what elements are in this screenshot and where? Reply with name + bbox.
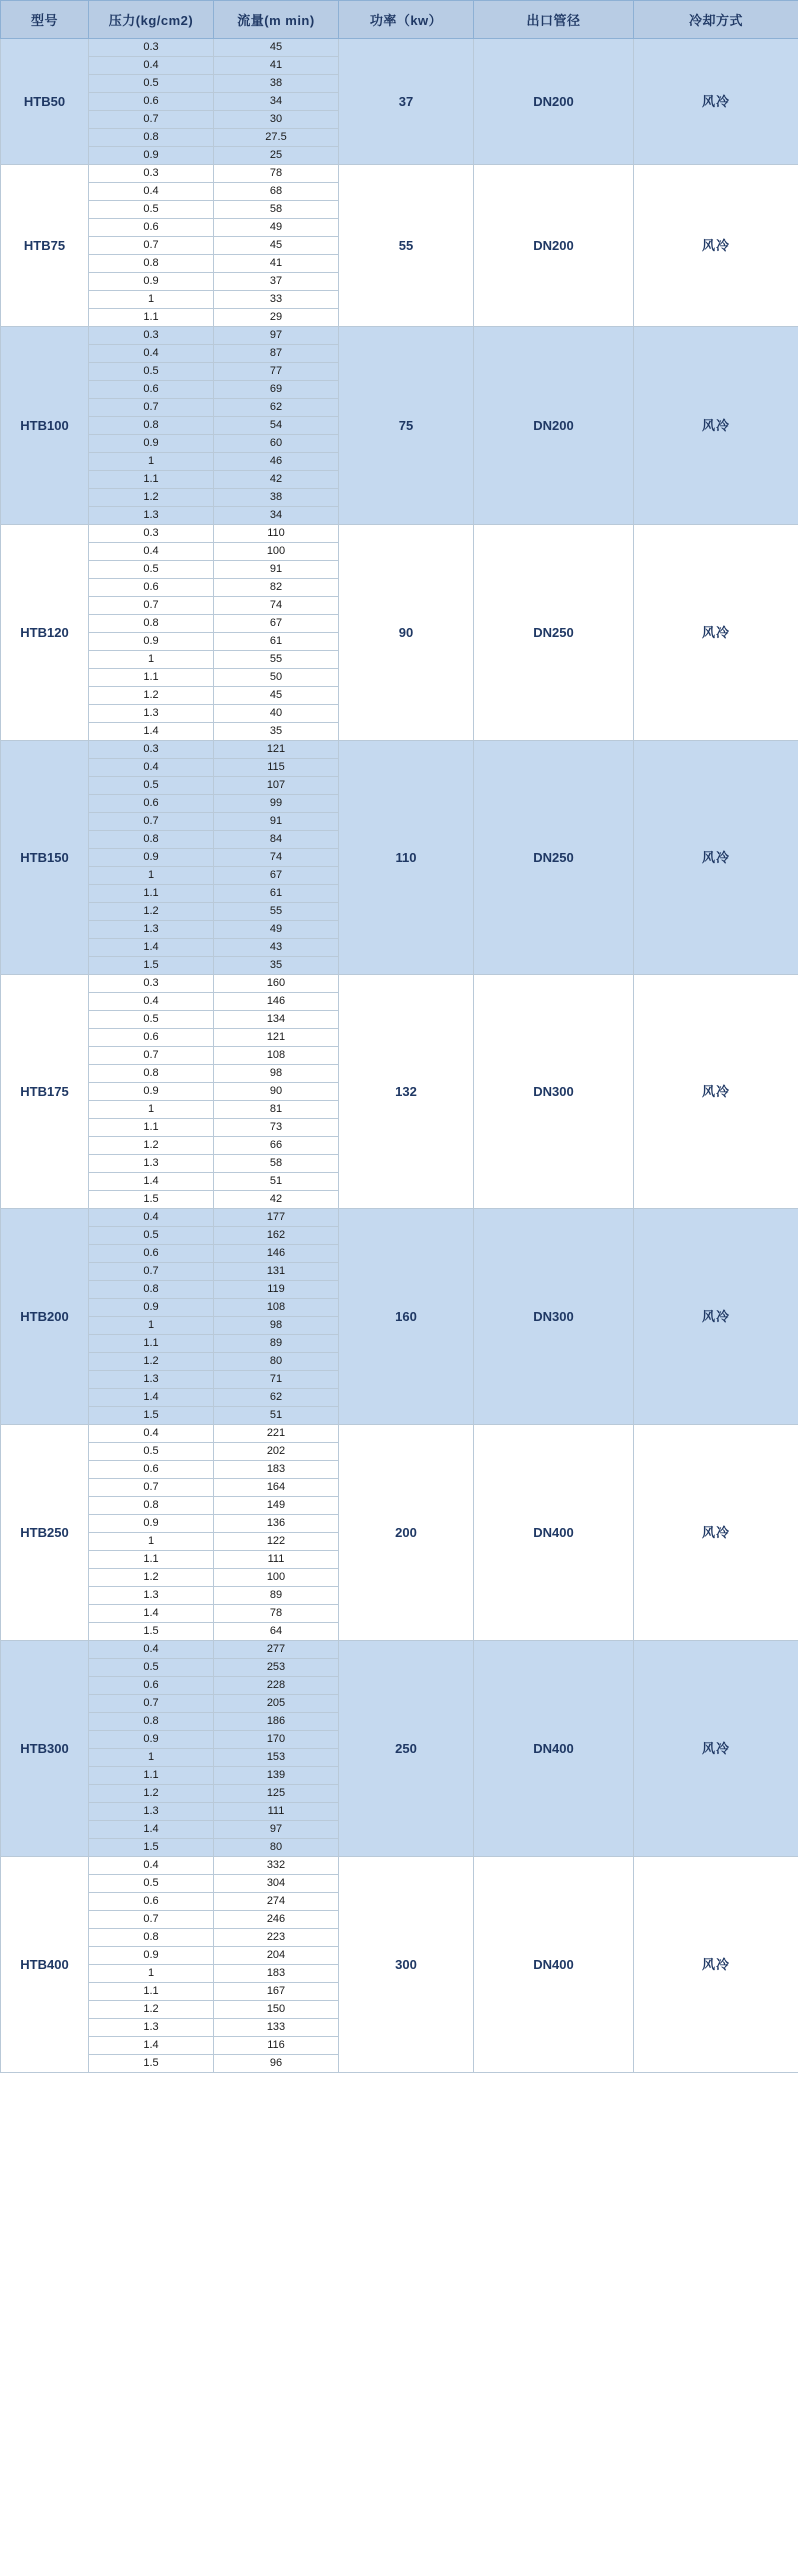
cell-flow: 89	[214, 1587, 339, 1605]
cell-pressure: 0.9	[89, 1083, 214, 1101]
cell-pressure: 1	[89, 1749, 214, 1767]
cell-pressure: 0.7	[89, 1263, 214, 1281]
cell-pressure: 0.8	[89, 417, 214, 435]
cell-flow: 29	[214, 309, 339, 327]
cell-power: 55	[339, 165, 474, 327]
cell-flow: 277	[214, 1641, 339, 1659]
cell-flow: 51	[214, 1173, 339, 1191]
table-body	[1, 39, 798, 2073]
cell-pressure: 0.8	[89, 129, 214, 147]
cell-model: HTB50	[1, 39, 89, 165]
cell-flow: 246	[214, 1911, 339, 1929]
table-row	[1, 39, 798, 57]
cell-outlet-diameter: DN400	[474, 1641, 634, 1857]
cell-pressure: 0.4	[89, 759, 214, 777]
cell-pressure: 0.4	[89, 1425, 214, 1443]
cell-flow: 177	[214, 1209, 339, 1227]
cell-flow: 67	[214, 867, 339, 885]
cell-flow: 78	[214, 1605, 339, 1623]
cell-flow: 139	[214, 1767, 339, 1785]
cell-flow: 205	[214, 1695, 339, 1713]
cell-flow: 87	[214, 345, 339, 363]
cell-flow: 69	[214, 381, 339, 399]
cell-flow: 34	[214, 507, 339, 525]
cell-flow: 183	[214, 1965, 339, 1983]
cell-model: HTB120	[1, 525, 89, 741]
cell-pressure: 1	[89, 867, 214, 885]
cell-pressure: 0.8	[89, 1065, 214, 1083]
cell-flow: 99	[214, 795, 339, 813]
cell-pressure: 0.4	[89, 1641, 214, 1659]
cell-pressure: 0.5	[89, 777, 214, 795]
cell-power: 160	[339, 1209, 474, 1425]
cell-flow: 119	[214, 1281, 339, 1299]
cell-pressure: 0.8	[89, 255, 214, 273]
cell-cooling-method: 风冷	[634, 1209, 798, 1425]
cell-flow: 167	[214, 1983, 339, 2001]
cell-power: 250	[339, 1641, 474, 1857]
cell-pressure: 1.2	[89, 1137, 214, 1155]
cell-flow: 74	[214, 849, 339, 867]
cell-outlet-diameter: DN250	[474, 525, 634, 741]
cell-flow: 43	[214, 939, 339, 957]
cell-flow: 55	[214, 651, 339, 669]
cell-pressure: 0.9	[89, 1299, 214, 1317]
cell-flow: 98	[214, 1317, 339, 1335]
cell-flow: 164	[214, 1479, 339, 1497]
cell-flow: 46	[214, 453, 339, 471]
cell-flow: 274	[214, 1893, 339, 1911]
cell-pressure: 0.8	[89, 1713, 214, 1731]
cell-pressure: 1	[89, 1317, 214, 1335]
cell-model: HTB175	[1, 975, 89, 1209]
table-row	[1, 741, 798, 759]
cell-flow: 111	[214, 1803, 339, 1821]
cell-pressure: 0.5	[89, 561, 214, 579]
cell-flow: 98	[214, 1065, 339, 1083]
cell-pressure: 0.6	[89, 93, 214, 111]
cell-power: 200	[339, 1425, 474, 1641]
cell-pressure: 1.1	[89, 885, 214, 903]
cell-cooling-method: 风冷	[634, 1857, 798, 2073]
cell-flow: 84	[214, 831, 339, 849]
cell-pressure: 1.2	[89, 2001, 214, 2019]
cell-pressure: 0.3	[89, 327, 214, 345]
cell-flow: 115	[214, 759, 339, 777]
cell-flow: 80	[214, 1353, 339, 1371]
cell-flow: 97	[214, 327, 339, 345]
cell-flow: 64	[214, 1623, 339, 1641]
cell-flow: 91	[214, 813, 339, 831]
cell-flow: 71	[214, 1371, 339, 1389]
cell-pressure: 1.5	[89, 1839, 214, 1857]
cell-pressure: 1.4	[89, 939, 214, 957]
cell-flow: 74	[214, 597, 339, 615]
header-row	[1, 1, 798, 39]
cell-flow: 61	[214, 633, 339, 651]
table-row	[1, 1425, 798, 1443]
cell-pressure: 1.1	[89, 1551, 214, 1569]
cell-pressure: 1.5	[89, 2055, 214, 2073]
cell-pressure: 1.3	[89, 1803, 214, 1821]
cell-pressure: 0.7	[89, 1911, 214, 1929]
cell-pressure: 1.5	[89, 1623, 214, 1641]
cell-flow: 183	[214, 1461, 339, 1479]
cell-flow: 55	[214, 903, 339, 921]
cell-flow: 49	[214, 921, 339, 939]
cell-model: HTB150	[1, 741, 89, 975]
cell-flow: 68	[214, 183, 339, 201]
cell-flow: 146	[214, 993, 339, 1011]
cell-flow: 38	[214, 489, 339, 507]
cell-model: HTB400	[1, 1857, 89, 2073]
cell-pressure: 1.1	[89, 1119, 214, 1137]
cell-flow: 30	[214, 111, 339, 129]
cell-pressure: 0.5	[89, 1659, 214, 1677]
cell-power: 132	[339, 975, 474, 1209]
cell-pressure: 0.6	[89, 219, 214, 237]
cell-flow: 150	[214, 2001, 339, 2019]
cell-flow: 162	[214, 1227, 339, 1245]
table-row	[1, 1857, 798, 1875]
cell-pressure: 1.5	[89, 957, 214, 975]
cell-pressure: 1.2	[89, 1353, 214, 1371]
cell-pressure: 1.1	[89, 309, 214, 327]
cell-flow: 81	[214, 1101, 339, 1119]
cell-pressure: 0.9	[89, 633, 214, 651]
cell-cooling-method: 风冷	[634, 327, 798, 525]
cell-pressure: 1.2	[89, 687, 214, 705]
cell-pressure: 0.9	[89, 849, 214, 867]
cell-flow: 33	[214, 291, 339, 309]
cell-cooling-method: 风冷	[634, 525, 798, 741]
cell-cooling-method: 风冷	[634, 1425, 798, 1641]
cell-pressure: 1.1	[89, 669, 214, 687]
cell-pressure: 0.9	[89, 1515, 214, 1533]
cell-flow: 89	[214, 1335, 339, 1353]
cell-flow: 221	[214, 1425, 339, 1443]
cell-outlet-diameter: DN300	[474, 1209, 634, 1425]
cell-flow: 38	[214, 75, 339, 93]
table-header	[1, 1, 798, 39]
cell-flow: 111	[214, 1551, 339, 1569]
cell-pressure: 1.3	[89, 2019, 214, 2037]
cell-flow: 136	[214, 1515, 339, 1533]
cell-flow: 77	[214, 363, 339, 381]
cell-flow: 332	[214, 1857, 339, 1875]
cell-pressure: 1.4	[89, 1605, 214, 1623]
cell-pressure: 1.2	[89, 903, 214, 921]
cell-flow: 96	[214, 2055, 339, 2073]
cell-pressure: 1.5	[89, 1191, 214, 1209]
cell-pressure: 0.5	[89, 75, 214, 93]
cell-pressure: 1	[89, 651, 214, 669]
cell-pressure: 0.9	[89, 1947, 214, 1965]
cell-flow: 90	[214, 1083, 339, 1101]
cell-pressure: 0.3	[89, 165, 214, 183]
table-row	[1, 525, 798, 543]
cell-flow: 80	[214, 1839, 339, 1857]
cell-pressure: 0.4	[89, 543, 214, 561]
cell-flow: 160	[214, 975, 339, 993]
cell-flow: 100	[214, 1569, 339, 1587]
cell-flow: 149	[214, 1497, 339, 1515]
cell-pressure: 0.4	[89, 1857, 214, 1875]
cell-pressure: 0.9	[89, 1731, 214, 1749]
cell-flow: 134	[214, 1011, 339, 1029]
cell-pressure: 0.6	[89, 1245, 214, 1263]
cell-pressure: 0.6	[89, 795, 214, 813]
cell-flow: 62	[214, 399, 339, 417]
cell-pressure: 0.6	[89, 579, 214, 597]
cell-pressure: 0.7	[89, 813, 214, 831]
cell-pressure: 0.5	[89, 1227, 214, 1245]
cell-flow: 108	[214, 1047, 339, 1065]
cell-flow: 121	[214, 1029, 339, 1047]
cell-flow: 45	[214, 687, 339, 705]
cell-pressure: 1	[89, 1533, 214, 1551]
cell-pressure: 0.9	[89, 435, 214, 453]
table-row	[1, 1641, 798, 1659]
cell-pressure: 0.4	[89, 345, 214, 363]
cell-cooling-method: 风冷	[634, 39, 798, 165]
cell-flow: 97	[214, 1821, 339, 1839]
cell-pressure: 0.5	[89, 1011, 214, 1029]
cell-power: 37	[339, 39, 474, 165]
cell-power: 300	[339, 1857, 474, 2073]
cell-flow: 58	[214, 1155, 339, 1173]
cell-flow: 40	[214, 705, 339, 723]
cell-flow: 131	[214, 1263, 339, 1281]
table-row	[1, 975, 798, 993]
cell-pressure: 0.3	[89, 39, 214, 57]
cell-power: 110	[339, 741, 474, 975]
cell-flow: 91	[214, 561, 339, 579]
cell-pressure: 1	[89, 1101, 214, 1119]
cell-cooling-method: 风冷	[634, 975, 798, 1209]
cell-flow: 110	[214, 525, 339, 543]
cell-pressure: 1.4	[89, 1821, 214, 1839]
cell-pressure: 0.7	[89, 597, 214, 615]
cell-pressure: 1	[89, 453, 214, 471]
cell-pressure: 0.7	[89, 111, 214, 129]
cell-pressure: 0.8	[89, 615, 214, 633]
cell-pressure: 1.2	[89, 489, 214, 507]
cell-pressure: 0.4	[89, 57, 214, 75]
cell-pressure: 0.7	[89, 1479, 214, 1497]
cell-pressure: 1.4	[89, 2037, 214, 2055]
cell-flow: 41	[214, 255, 339, 273]
cell-flow: 27.5	[214, 129, 339, 147]
cell-flow: 153	[214, 1749, 339, 1767]
cell-pressure: 0.9	[89, 273, 214, 291]
cell-flow: 107	[214, 777, 339, 795]
cell-pressure: 0.5	[89, 363, 214, 381]
cell-flow: 202	[214, 1443, 339, 1461]
cell-flow: 25	[214, 147, 339, 165]
cell-pressure: 0.6	[89, 1461, 214, 1479]
cell-pressure: 0.6	[89, 1677, 214, 1695]
cell-flow: 35	[214, 957, 339, 975]
cell-pressure: 1	[89, 1965, 214, 1983]
cell-flow: 67	[214, 615, 339, 633]
cell-pressure: 1.4	[89, 1389, 214, 1407]
cell-flow: 62	[214, 1389, 339, 1407]
cell-flow: 42	[214, 1191, 339, 1209]
cell-flow: 60	[214, 435, 339, 453]
cell-cooling-method: 风冷	[634, 741, 798, 975]
cell-pressure: 1.3	[89, 921, 214, 939]
header-power: 功率（kw）	[339, 1, 474, 39]
cell-model: HTB100	[1, 327, 89, 525]
header-outlet-diameter: 出口管径	[474, 1, 634, 39]
cell-pressure: 0.4	[89, 183, 214, 201]
cell-flow: 121	[214, 741, 339, 759]
cell-outlet-diameter: DN400	[474, 1425, 634, 1641]
cell-flow: 146	[214, 1245, 339, 1263]
cell-pressure: 0.4	[89, 1209, 214, 1227]
cell-pressure: 1.1	[89, 1335, 214, 1353]
cell-model: HTB75	[1, 165, 89, 327]
cell-pressure: 0.3	[89, 525, 214, 543]
table-row	[1, 327, 798, 345]
cell-cooling-method: 风冷	[634, 165, 798, 327]
cell-model: HTB250	[1, 1425, 89, 1641]
cell-flow: 54	[214, 417, 339, 435]
cell-flow: 100	[214, 543, 339, 561]
cell-flow: 78	[214, 165, 339, 183]
cell-flow: 73	[214, 1119, 339, 1137]
cell-flow: 204	[214, 1947, 339, 1965]
cell-flow: 82	[214, 579, 339, 597]
cell-flow: 66	[214, 1137, 339, 1155]
cell-flow: 61	[214, 885, 339, 903]
cell-pressure: 1.3	[89, 1371, 214, 1389]
cell-pressure: 1.3	[89, 1587, 214, 1605]
cell-pressure: 1.3	[89, 1155, 214, 1173]
cell-flow: 45	[214, 237, 339, 255]
cell-outlet-diameter: DN200	[474, 39, 634, 165]
cell-cooling-method: 风冷	[634, 1641, 798, 1857]
header-model: 型号	[1, 1, 89, 39]
table-row	[1, 1209, 798, 1227]
cell-pressure: 0.7	[89, 1695, 214, 1713]
cell-pressure: 0.6	[89, 1893, 214, 1911]
cell-flow: 122	[214, 1533, 339, 1551]
cell-flow: 116	[214, 2037, 339, 2055]
cell-flow: 49	[214, 219, 339, 237]
cell-flow: 58	[214, 201, 339, 219]
cell-pressure: 1.1	[89, 1767, 214, 1785]
cell-pressure: 1.2	[89, 1785, 214, 1803]
cell-pressure: 0.7	[89, 1047, 214, 1065]
cell-flow: 42	[214, 471, 339, 489]
cell-flow: 170	[214, 1731, 339, 1749]
cell-flow: 186	[214, 1713, 339, 1731]
cell-pressure: 1.1	[89, 471, 214, 489]
cell-pressure: 0.7	[89, 399, 214, 417]
cell-pressure: 1.5	[89, 1407, 214, 1425]
table-row	[1, 165, 798, 183]
cell-pressure: 0.8	[89, 1929, 214, 1947]
cell-flow: 45	[214, 39, 339, 57]
cell-pressure: 0.5	[89, 1443, 214, 1461]
header-pressure: 压力(kg/cm2)	[89, 1, 214, 39]
header-flow: 流量(m min)	[214, 1, 339, 39]
cell-flow: 51	[214, 1407, 339, 1425]
cell-flow: 133	[214, 2019, 339, 2037]
cell-outlet-diameter: DN250	[474, 741, 634, 975]
cell-pressure: 1	[89, 291, 214, 309]
cell-pressure: 0.5	[89, 201, 214, 219]
cell-pressure: 0.5	[89, 1875, 214, 1893]
cell-flow: 41	[214, 57, 339, 75]
cell-flow: 228	[214, 1677, 339, 1695]
cell-outlet-diameter: DN300	[474, 975, 634, 1209]
cell-pressure: 0.8	[89, 831, 214, 849]
cell-pressure: 0.8	[89, 1281, 214, 1299]
cell-power: 75	[339, 327, 474, 525]
cell-pressure: 0.8	[89, 1497, 214, 1515]
cell-pressure: 0.6	[89, 1029, 214, 1047]
cell-flow: 223	[214, 1929, 339, 1947]
cell-flow: 253	[214, 1659, 339, 1677]
cell-outlet-diameter: DN200	[474, 327, 634, 525]
cell-pressure: 0.7	[89, 237, 214, 255]
cell-flow: 50	[214, 669, 339, 687]
cell-power: 90	[339, 525, 474, 741]
cell-pressure: 0.3	[89, 975, 214, 993]
cell-pressure: 0.6	[89, 381, 214, 399]
cell-pressure: 1.1	[89, 1983, 214, 2001]
cell-pressure: 1.3	[89, 705, 214, 723]
cell-flow: 34	[214, 93, 339, 111]
cell-pressure: 1.2	[89, 1569, 214, 1587]
cell-pressure: 0.9	[89, 147, 214, 165]
cell-pressure: 1.4	[89, 1173, 214, 1191]
cell-flow: 125	[214, 1785, 339, 1803]
cell-pressure: 1.4	[89, 723, 214, 741]
cell-flow: 304	[214, 1875, 339, 1893]
cell-pressure: 1.3	[89, 507, 214, 525]
cell-model: HTB300	[1, 1641, 89, 1857]
cell-pressure: 0.4	[89, 993, 214, 1011]
cell-outlet-diameter: DN200	[474, 165, 634, 327]
cell-flow: 108	[214, 1299, 339, 1317]
cell-flow: 35	[214, 723, 339, 741]
cell-model: HTB200	[1, 1209, 89, 1425]
header-cooling-method: 冷却方式	[634, 1, 798, 39]
cell-outlet-diameter: DN400	[474, 1857, 634, 2073]
cell-pressure: 0.3	[89, 741, 214, 759]
cell-flow: 37	[214, 273, 339, 291]
